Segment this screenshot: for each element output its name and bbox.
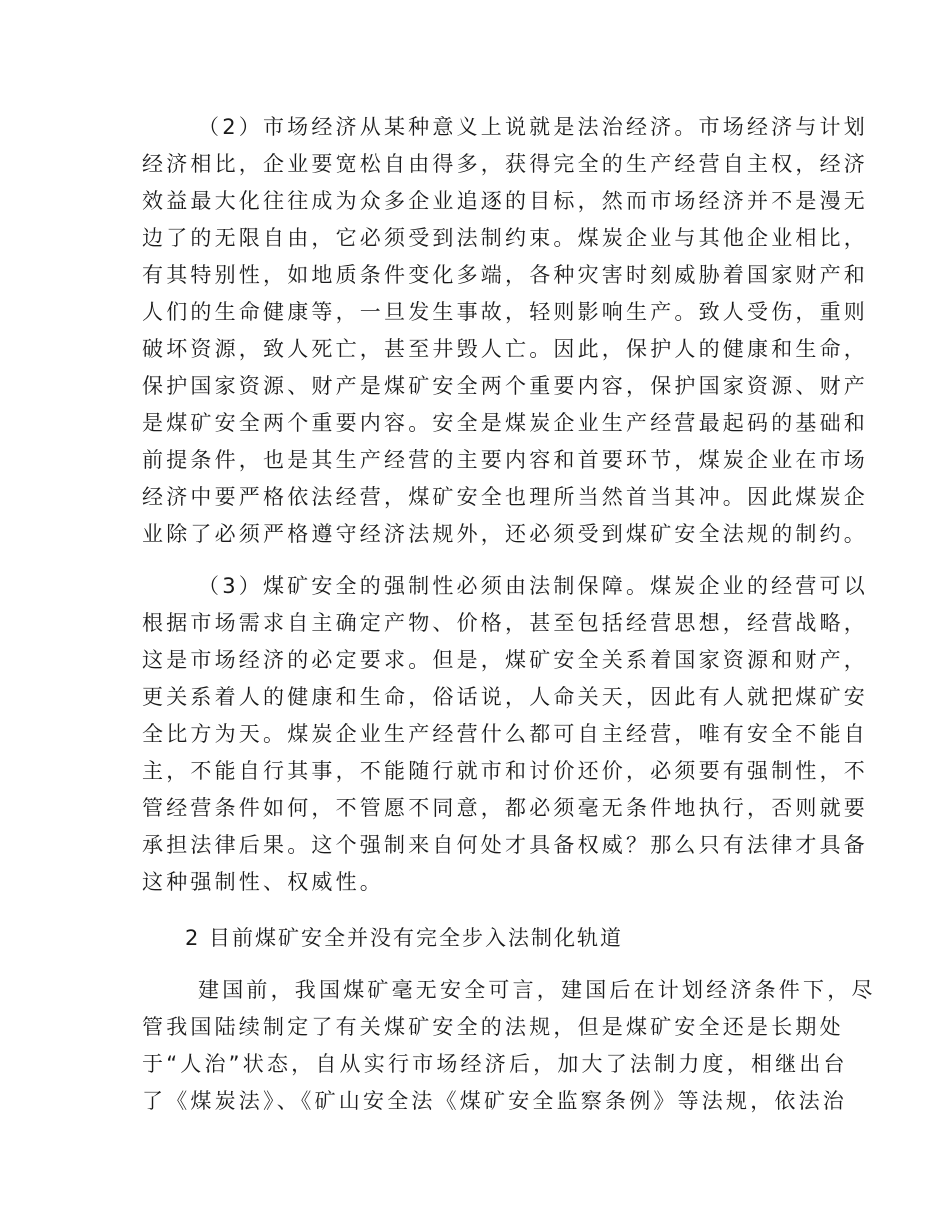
text-line: （3）煤矿安全的强制性必须由法制保障。煤炭企业的经营可以 (198, 574, 868, 598)
text-line: 业除了必须严格遵守经济法规外，还必须受到煤矿安全法规的制约。 (142, 522, 868, 546)
text-line: 效益最大化往往成为众多企业追逐的目标，然而市场经济并不是漫无 (142, 189, 868, 213)
text-line: 有其特别性，如地质条件变化多端，各种灾害时刻威胁着国家财产和 (142, 263, 868, 287)
text-line: 前提条件，也是其生产经营的主要内容和首要环节，煤炭企业在市场 (142, 448, 868, 472)
text-line: 根据市场需求自主确定产物、价格，甚至包括经营思想，经营战略， (142, 611, 868, 635)
text-line: 建国前，我国煤矿毫无安全可言，建国后在计划经济条件下，尽 (198, 978, 876, 1002)
text-line: 主，不能自行其事，不能随行就市和讨价还价，必须要有强制性，不 (142, 759, 868, 783)
text-line: 管我国陆续制定了有关煤矿安全的法规，但是煤矿安全还是长期处 (142, 1015, 844, 1039)
text-line: 保护国家资源、财产是煤矿安全两个重要内容，保护国家资源、财产 (142, 374, 868, 398)
text-line: 了《煤炭法》、《矿山安全法《煤矿安全监察条例》等法规，依法治 (142, 1089, 847, 1113)
text-line: 人们的生命健康等，一旦发生事故，轻则影响生产。致人受伤，重则 (142, 300, 868, 324)
section-heading: 2 目前煤矿安全并没有完全步入法制化轨道 (185, 926, 624, 950)
text-line: 这是市场经济的必定要求。但是，煤矿安全关系着国家资源和财产， (142, 648, 868, 672)
text-line: 经济相比，企业要宽松自由得多，获得完全的生产经营自主权，经济 (142, 152, 868, 176)
text-line: 是煤矿安全两个重要内容。安全是煤炭企业生产经营最起码的基础和 (142, 411, 868, 435)
text-line: 管经营条件如何，不管愿不同意，都必须毫无条件地执行，否则就要 (142, 796, 868, 820)
text-line: （2）市场经济从某种意义上说就是法治经济。市场经济与计划 (198, 115, 868, 139)
text-line: 承担法律后果。这个强制来自何处才具备权威？那么只有法律才具备 (142, 833, 868, 857)
text-line: 这种强制性、权威性。 (142, 870, 384, 894)
text-line: 边了的无限自由，它必须受到法制约束。煤炭企业与其他企业相比， (142, 226, 868, 250)
text-line: 全比方为天。煤炭企业生产经营什么都可自主经营，唯有安全不能自 (142, 722, 868, 746)
text-line: 于“人治”状态，自从实行市场经济后，加大了法制力度，相继出台 (142, 1052, 848, 1076)
text-line: 更关系着人的健康和生命，俗话说，人命关天，因此有人就把煤矿安 (142, 685, 868, 709)
text-line: 经济中要严格依法经营，煤矿安全也理所当然首当其冲。因此煤炭企 (142, 485, 868, 509)
text-line: 破坏资源，致人死亡，甚至井毁人亡。因此，保护人的健康和生命， (142, 337, 868, 361)
